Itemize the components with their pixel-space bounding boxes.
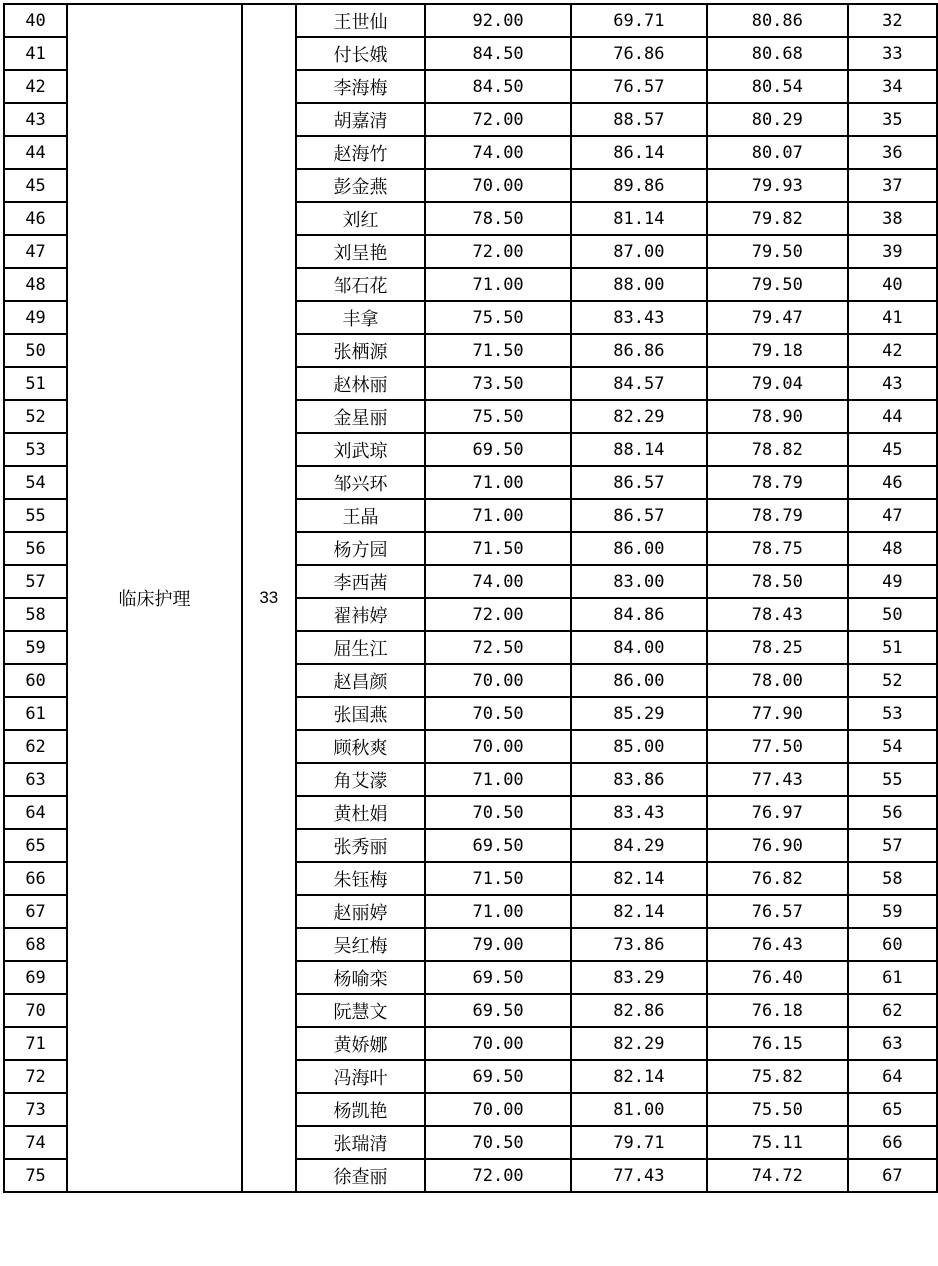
written-score-cell: 72.00 (425, 103, 570, 136)
rank-cell: 49 (848, 565, 937, 598)
row-number-cell: 71 (4, 1027, 67, 1060)
rank-cell: 44 (848, 400, 937, 433)
total-score-cell: 75.50 (707, 1093, 848, 1126)
rank-cell: 43 (848, 367, 937, 400)
total-score-cell: 76.43 (707, 928, 848, 961)
rank-cell: 40 (848, 268, 937, 301)
total-score-cell: 76.15 (707, 1027, 848, 1060)
interview-score-cell: 81.14 (571, 202, 707, 235)
row-number-cell: 43 (4, 103, 67, 136)
written-score-cell: 72.00 (425, 1159, 570, 1192)
rank-cell: 33 (848, 37, 937, 70)
name-cell: 邹石花 (296, 268, 426, 301)
total-score-cell: 79.50 (707, 268, 848, 301)
interview-score-cell: 84.00 (571, 631, 707, 664)
interview-score-cell: 84.86 (571, 598, 707, 631)
row-number-cell: 72 (4, 1060, 67, 1093)
name-cell: 张瑞清 (296, 1126, 426, 1159)
rank-cell: 39 (848, 235, 937, 268)
interview-score-cell: 86.00 (571, 664, 707, 697)
name-cell: 彭金燕 (296, 169, 426, 202)
rank-cell: 56 (848, 796, 937, 829)
row-number-cell: 66 (4, 862, 67, 895)
row-number-cell: 40 (4, 4, 67, 37)
written-score-cell: 74.00 (425, 565, 570, 598)
row-number-cell: 58 (4, 598, 67, 631)
rank-cell: 35 (848, 103, 937, 136)
written-score-cell: 70.50 (425, 697, 570, 730)
total-score-cell: 77.50 (707, 730, 848, 763)
rank-cell: 37 (848, 169, 937, 202)
total-score-cell: 76.90 (707, 829, 848, 862)
written-score-cell: 70.00 (425, 1027, 570, 1060)
rank-cell: 42 (848, 334, 937, 367)
rank-cell: 55 (848, 763, 937, 796)
name-cell: 阮慧文 (296, 994, 426, 1027)
name-cell: 杨方园 (296, 532, 426, 565)
row-number-cell: 48 (4, 268, 67, 301)
row-number-cell: 54 (4, 466, 67, 499)
interview-score-cell: 82.86 (571, 994, 707, 1027)
name-cell: 角艾濛 (296, 763, 426, 796)
name-cell: 赵昌颜 (296, 664, 426, 697)
name-cell: 屈生江 (296, 631, 426, 664)
total-score-cell: 79.47 (707, 301, 848, 334)
interview-score-cell: 82.29 (571, 1027, 707, 1060)
row-number-cell: 75 (4, 1159, 67, 1192)
written-score-cell: 71.00 (425, 895, 570, 928)
total-score-cell: 80.68 (707, 37, 848, 70)
written-score-cell: 75.50 (425, 301, 570, 334)
written-score-cell: 79.00 (425, 928, 570, 961)
name-cell: 金星丽 (296, 400, 426, 433)
total-score-cell: 78.00 (707, 664, 848, 697)
written-score-cell: 84.50 (425, 37, 570, 70)
rank-cell: 34 (848, 70, 937, 103)
name-cell: 张秀丽 (296, 829, 426, 862)
total-score-cell: 76.40 (707, 961, 848, 994)
total-score-cell: 76.82 (707, 862, 848, 895)
table-row (4, 4, 937, 37)
written-score-cell: 70.00 (425, 169, 570, 202)
total-score-cell: 79.93 (707, 169, 848, 202)
row-number-cell: 62 (4, 730, 67, 763)
interview-score-cell: 89.86 (571, 169, 707, 202)
row-number-cell: 49 (4, 301, 67, 334)
written-score-cell: 69.50 (425, 829, 570, 862)
interview-score-cell: 88.14 (571, 433, 707, 466)
interview-score-cell: 82.14 (571, 1060, 707, 1093)
interview-score-cell: 86.14 (571, 136, 707, 169)
name-cell: 冯海叶 (296, 1060, 426, 1093)
total-score-cell: 79.04 (707, 367, 848, 400)
total-score-cell: 80.86 (707, 4, 848, 37)
row-number-cell: 69 (4, 961, 67, 994)
row-number-cell: 42 (4, 70, 67, 103)
name-cell: 李西茜 (296, 565, 426, 598)
row-number-cell: 64 (4, 796, 67, 829)
name-cell: 杨喻栾 (296, 961, 426, 994)
name-cell: 吴红梅 (296, 928, 426, 961)
written-score-cell: 71.00 (425, 763, 570, 796)
written-score-cell: 70.50 (425, 1126, 570, 1159)
total-score-cell: 77.90 (707, 697, 848, 730)
rank-cell: 47 (848, 499, 937, 532)
rank-cell: 52 (848, 664, 937, 697)
written-score-cell: 71.00 (425, 466, 570, 499)
total-score-cell: 80.07 (707, 136, 848, 169)
interview-score-cell: 82.14 (571, 895, 707, 928)
written-score-cell: 69.50 (425, 961, 570, 994)
row-number-cell: 67 (4, 895, 67, 928)
interview-score-cell: 86.57 (571, 466, 707, 499)
name-cell: 付长娥 (296, 37, 426, 70)
row-number-cell: 73 (4, 1093, 67, 1126)
written-score-cell: 71.50 (425, 532, 570, 565)
written-score-cell: 71.50 (425, 862, 570, 895)
interview-score-cell: 83.43 (571, 796, 707, 829)
written-score-cell: 73.50 (425, 367, 570, 400)
total-score-cell: 78.79 (707, 499, 848, 532)
name-cell: 赵丽婷 (296, 895, 426, 928)
rank-cell: 64 (848, 1060, 937, 1093)
written-score-cell: 69.50 (425, 433, 570, 466)
row-number-cell: 63 (4, 763, 67, 796)
rank-cell: 54 (848, 730, 937, 763)
rank-cell: 48 (848, 532, 937, 565)
rank-cell: 41 (848, 301, 937, 334)
rank-cell: 63 (848, 1027, 937, 1060)
row-number-cell: 57 (4, 565, 67, 598)
name-cell: 丰拿 (296, 301, 426, 334)
written-score-cell: 69.50 (425, 1060, 570, 1093)
name-cell: 胡嘉清 (296, 103, 426, 136)
row-number-cell: 74 (4, 1126, 67, 1159)
interview-score-cell: 86.57 (571, 499, 707, 532)
total-score-cell: 78.43 (707, 598, 848, 631)
major-cell: 临床护理 (67, 4, 242, 1192)
written-score-cell: 71.00 (425, 268, 570, 301)
row-number-cell: 65 (4, 829, 67, 862)
rank-cell: 53 (848, 697, 937, 730)
rank-cell: 66 (848, 1126, 937, 1159)
total-score-cell: 79.82 (707, 202, 848, 235)
written-score-cell: 70.00 (425, 730, 570, 763)
name-cell: 刘呈艳 (296, 235, 426, 268)
total-score-cell: 79.50 (707, 235, 848, 268)
name-cell: 邹兴环 (296, 466, 426, 499)
interview-score-cell: 88.57 (571, 103, 707, 136)
rank-cell: 62 (848, 994, 937, 1027)
row-number-cell: 68 (4, 928, 67, 961)
total-score-cell: 78.90 (707, 400, 848, 433)
name-cell: 刘红 (296, 202, 426, 235)
name-cell: 王晶 (296, 499, 426, 532)
interview-score-cell: 83.00 (571, 565, 707, 598)
total-score-cell: 78.82 (707, 433, 848, 466)
written-score-cell: 71.50 (425, 334, 570, 367)
interview-score-cell: 84.57 (571, 367, 707, 400)
total-score-cell: 74.72 (707, 1159, 848, 1192)
rank-cell: 51 (848, 631, 937, 664)
interview-score-cell: 85.29 (571, 697, 707, 730)
row-number-cell: 61 (4, 697, 67, 730)
rank-cell: 59 (848, 895, 937, 928)
name-cell: 翟袆婷 (296, 598, 426, 631)
interview-score-cell: 85.00 (571, 730, 707, 763)
total-score-cell: 78.79 (707, 466, 848, 499)
rank-cell: 36 (848, 136, 937, 169)
name-cell: 王世仙 (296, 4, 426, 37)
written-score-cell: 72.00 (425, 598, 570, 631)
written-score-cell: 74.00 (425, 136, 570, 169)
interview-score-cell: 86.86 (571, 334, 707, 367)
row-number-cell: 70 (4, 994, 67, 1027)
quota-cell: 33 (242, 4, 296, 1192)
interview-score-cell: 83.29 (571, 961, 707, 994)
total-score-cell: 77.43 (707, 763, 848, 796)
interview-score-cell: 81.00 (571, 1093, 707, 1126)
name-cell: 赵海竹 (296, 136, 426, 169)
total-score-cell: 78.25 (707, 631, 848, 664)
interview-score-cell: 82.14 (571, 862, 707, 895)
written-score-cell: 75.50 (425, 400, 570, 433)
row-number-cell: 60 (4, 664, 67, 697)
rank-cell: 57 (848, 829, 937, 862)
rank-cell: 38 (848, 202, 937, 235)
name-cell: 李海梅 (296, 70, 426, 103)
row-number-cell: 41 (4, 37, 67, 70)
written-score-cell: 72.00 (425, 235, 570, 268)
row-number-cell: 46 (4, 202, 67, 235)
row-number-cell: 47 (4, 235, 67, 268)
row-number-cell: 51 (4, 367, 67, 400)
written-score-cell: 72.50 (425, 631, 570, 664)
rank-cell: 67 (848, 1159, 937, 1192)
interview-score-cell: 73.86 (571, 928, 707, 961)
row-number-cell: 50 (4, 334, 67, 367)
name-cell: 徐查丽 (296, 1159, 426, 1192)
name-cell: 黄杜娟 (296, 796, 426, 829)
rank-cell: 32 (848, 4, 937, 37)
row-number-cell: 56 (4, 532, 67, 565)
interview-score-cell: 87.00 (571, 235, 707, 268)
row-number-cell: 53 (4, 433, 67, 466)
name-cell: 杨凯艳 (296, 1093, 426, 1126)
interview-score-cell: 82.29 (571, 400, 707, 433)
written-score-cell: 92.00 (425, 4, 570, 37)
written-score-cell: 70.50 (425, 796, 570, 829)
written-score-cell: 70.00 (425, 1093, 570, 1126)
rank-cell: 50 (848, 598, 937, 631)
interview-score-cell: 79.71 (571, 1126, 707, 1159)
written-score-cell: 78.50 (425, 202, 570, 235)
rank-cell: 58 (848, 862, 937, 895)
written-score-cell: 84.50 (425, 70, 570, 103)
total-score-cell: 78.75 (707, 532, 848, 565)
written-score-cell: 69.50 (425, 994, 570, 1027)
row-number-cell: 45 (4, 169, 67, 202)
rank-cell: 46 (848, 466, 937, 499)
table-body (4, 4, 937, 1192)
name-cell: 朱钰梅 (296, 862, 426, 895)
interview-score-cell: 83.43 (571, 301, 707, 334)
interview-score-cell: 69.71 (571, 4, 707, 37)
interview-score-cell: 76.57 (571, 70, 707, 103)
total-score-cell: 79.18 (707, 334, 848, 367)
written-score-cell: 70.00 (425, 664, 570, 697)
interview-score-cell: 77.43 (571, 1159, 707, 1192)
name-cell: 黄娇娜 (296, 1027, 426, 1060)
total-score-cell: 76.18 (707, 994, 848, 1027)
rank-cell: 60 (848, 928, 937, 961)
interview-score-cell: 83.86 (571, 763, 707, 796)
score-table (3, 3, 938, 1193)
rank-cell: 65 (848, 1093, 937, 1126)
total-score-cell: 75.11 (707, 1126, 848, 1159)
total-score-cell: 80.29 (707, 103, 848, 136)
rank-cell: 45 (848, 433, 937, 466)
written-score-cell: 71.00 (425, 499, 570, 532)
name-cell: 赵林丽 (296, 367, 426, 400)
total-score-cell: 76.97 (707, 796, 848, 829)
name-cell: 张栖源 (296, 334, 426, 367)
total-score-cell: 78.50 (707, 565, 848, 598)
row-number-cell: 52 (4, 400, 67, 433)
total-score-cell: 76.57 (707, 895, 848, 928)
row-number-cell: 55 (4, 499, 67, 532)
total-score-cell: 75.82 (707, 1060, 848, 1093)
total-score-cell: 80.54 (707, 70, 848, 103)
name-cell: 刘武琼 (296, 433, 426, 466)
row-number-cell: 44 (4, 136, 67, 169)
name-cell: 张国燕 (296, 697, 426, 730)
interview-score-cell: 86.00 (571, 532, 707, 565)
rank-cell: 61 (848, 961, 937, 994)
interview-score-cell: 76.86 (571, 37, 707, 70)
name-cell: 顾秋爽 (296, 730, 426, 763)
interview-score-cell: 88.00 (571, 268, 707, 301)
interview-score-cell: 84.29 (571, 829, 707, 862)
row-number-cell: 59 (4, 631, 67, 664)
